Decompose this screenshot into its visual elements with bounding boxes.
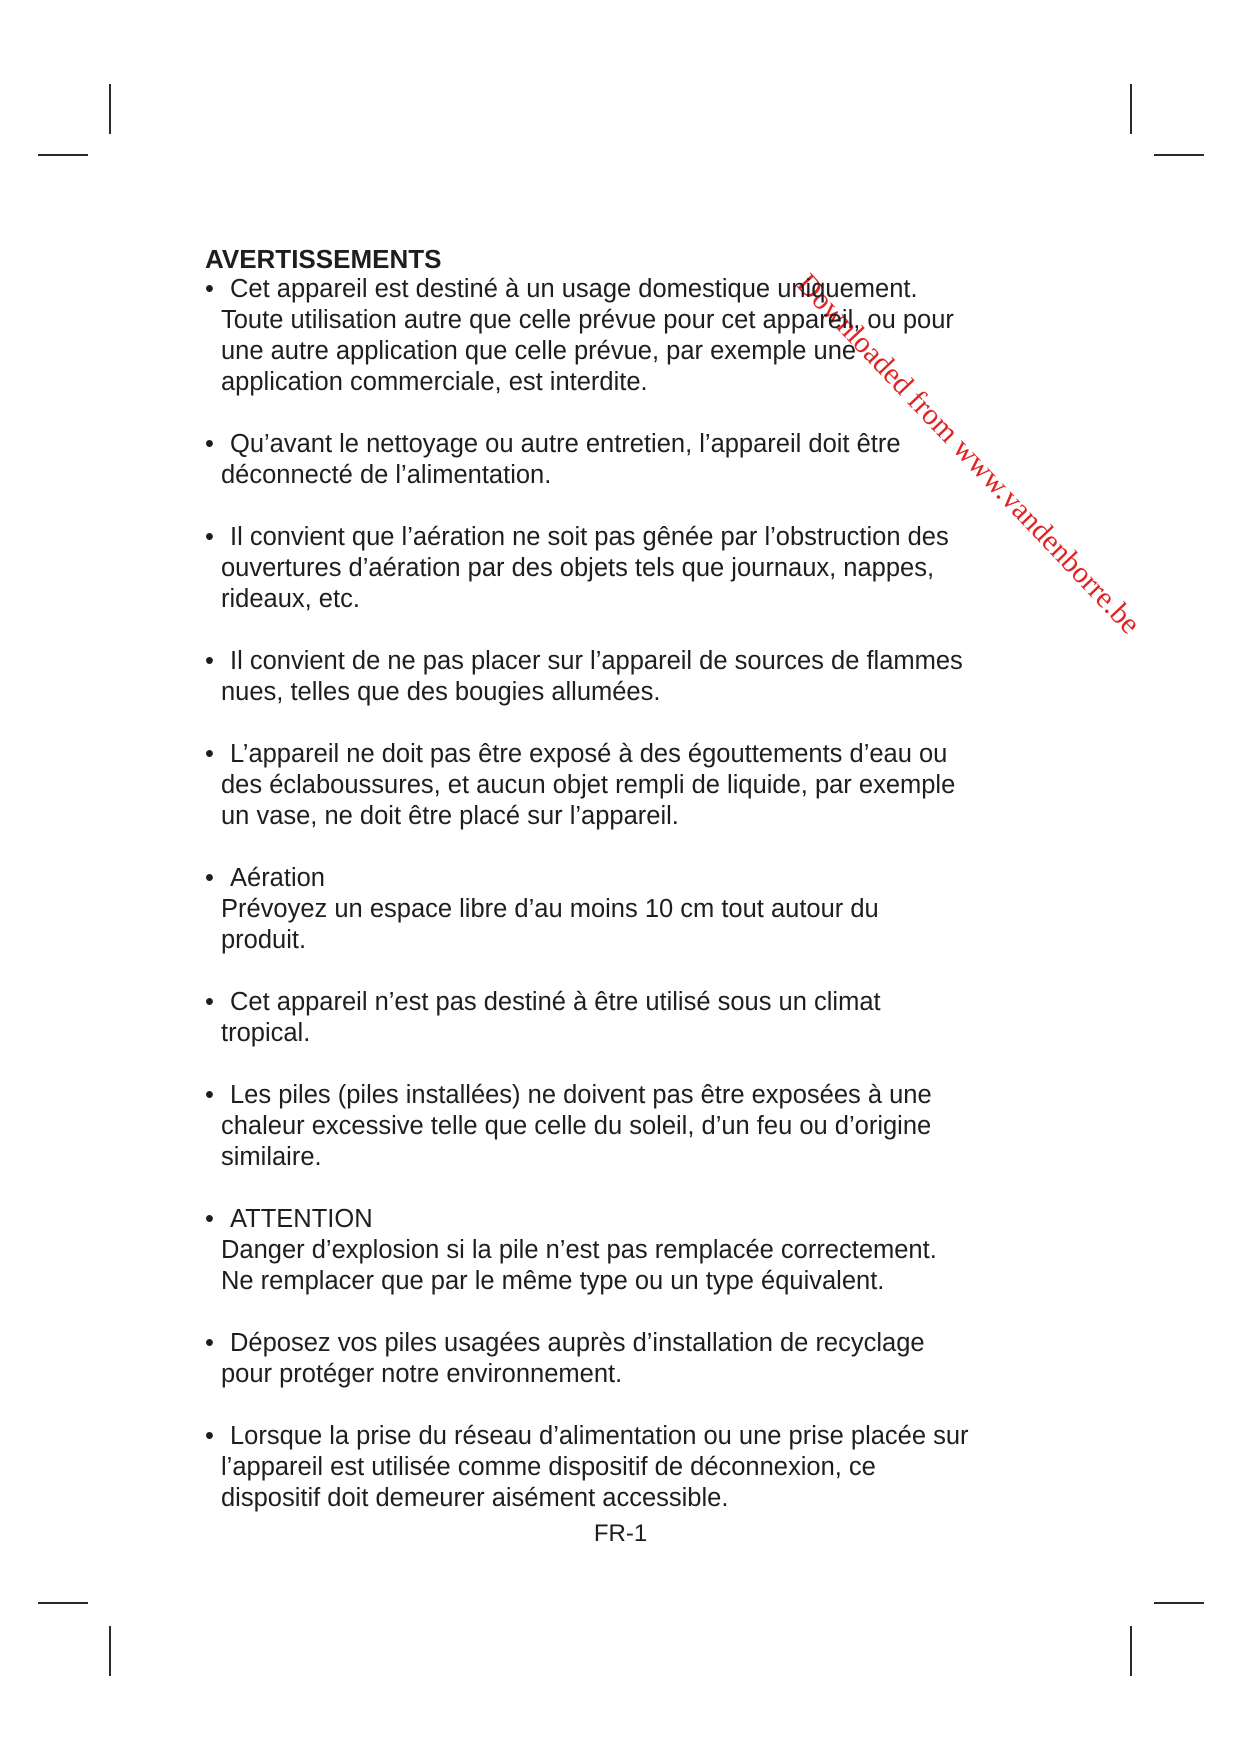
bullet-icon: • [205, 740, 214, 768]
warning-text-line: pour protéger notre environnement. [221, 1360, 623, 1388]
warning-text-line: Qu’avant le nettoyage ou autre entretien, l’appareil doit être [230, 430, 901, 458]
warning-text-line: une autre application que celle prévue, par exemple une [221, 337, 857, 365]
warning-text-line: Lorsque la prise du réseau d’alimentation ou une prise placée sur [230, 1422, 969, 1450]
warning-text-line: tropical. [221, 1019, 311, 1047]
warning-text-line: application commerciale, est interdite. [221, 368, 648, 396]
warning-text-line: Prévoyez un espace libre d’au moins 10 cm tout autour du [221, 895, 879, 923]
bullet-icon: • [205, 523, 214, 551]
crop-mark-bottom-left-horizontal [38, 1602, 88, 1604]
warning-text-line: similaire. [221, 1143, 322, 1171]
warning-text-line: rideaux, etc. [221, 585, 360, 613]
warning-text-line: chaleur excessive telle que celle du soleil, d’un feu ou d’origine [221, 1112, 932, 1140]
warning-text-line: produit. [221, 926, 307, 954]
warning-item [205, 646, 1045, 708]
warning-item [205, 1421, 1045, 1514]
bullet-icon: • [205, 1081, 214, 1109]
warning-text-line: Les piles (piles installées) ne doivent pas être exposées à une [230, 1081, 932, 1109]
crop-mark-top-right-horizontal [1154, 154, 1204, 156]
warning-text-line: des éclaboussures, et aucun objet rempli de liquide, par exemple [221, 771, 956, 799]
warning-text-line: déconnecté de l’alimentation. [221, 461, 552, 489]
bullet-icon: • [205, 1205, 214, 1233]
download-watermark: Downloaded from www.vandenborre.be [790, 267, 1147, 641]
bullet-icon: • [205, 275, 214, 303]
crop-mark-bottom-left-vertical [109, 1626, 111, 1676]
warning-text-line: Cet appareil n’est pas destiné à être utilisé sous un climat [230, 988, 881, 1016]
warning-text-line: Ne remplacer que par le même type ou un type équivalent. [221, 1267, 885, 1295]
warning-item [205, 522, 1045, 615]
warnings-heading: AVERTISSEMENTS [205, 244, 442, 274]
warning-text-line: nues, telles que des bougies allumées. [221, 678, 661, 706]
bullet-icon: • [205, 647, 214, 675]
warning-item [205, 429, 1045, 491]
warnings-list [205, 274, 1045, 1514]
bullet-icon: • [205, 988, 214, 1016]
warning-text-line: ouvertures d’aération par des objets tels que journaux, nappes, [221, 554, 935, 582]
crop-mark-top-left-horizontal [38, 154, 88, 156]
warning-item [205, 739, 1045, 832]
bullet-icon: • [205, 430, 214, 458]
crop-mark-top-left-vertical [109, 84, 111, 134]
crop-mark-bottom-right-vertical [1130, 1626, 1132, 1676]
warning-text-line: un vase, ne doit être placé sur l’appareil. [221, 802, 679, 830]
warning-item [205, 987, 1045, 1049]
crop-mark-top-right-vertical [1130, 84, 1132, 134]
page-number: FR-1 [593, 1520, 648, 1547]
warning-item-title: Aération [230, 864, 325, 892]
warning-text-line: Déposez vos piles usagées auprès d’installation de recyclage [230, 1329, 925, 1357]
warning-text-line: L’appareil ne doit pas être exposé à des égouttements d’eau ou [230, 740, 948, 768]
bullet-icon: • [205, 1422, 214, 1450]
warning-item [205, 1328, 1045, 1390]
warning-text-line: Toute utilisation autre que celle prévue pour cet appareil, ou pour [221, 306, 954, 334]
warning-text-line: Il convient que l’aération ne soit pas gênée par l’obstruction des [230, 523, 949, 551]
warning-item [205, 863, 1045, 956]
warning-text-line: Il convient de ne pas placer sur l’appareil de sources de flammes [230, 647, 963, 675]
crop-mark-bottom-right-horizontal [1154, 1602, 1204, 1604]
warning-item [205, 274, 1045, 398]
bullet-icon: • [205, 1329, 214, 1357]
bullet-icon: • [205, 864, 214, 892]
warning-item [205, 1204, 1045, 1297]
warnings-section [205, 244, 1045, 1545]
warning-text-line: dispositif doit demeurer aisément accessible. [221, 1484, 729, 1512]
warning-item [205, 1080, 1045, 1173]
warning-item-title: ATTENTION [230, 1205, 373, 1233]
warning-text-line: l’appareil est utilisée comme dispositif de déconnexion, ce [221, 1453, 876, 1481]
warning-text-line: Danger d’explosion si la pile n’est pas remplacée correctement. [221, 1236, 937, 1264]
warning-text-line: Cet appareil est destiné à un usage domestique uniquement. [230, 275, 918, 303]
